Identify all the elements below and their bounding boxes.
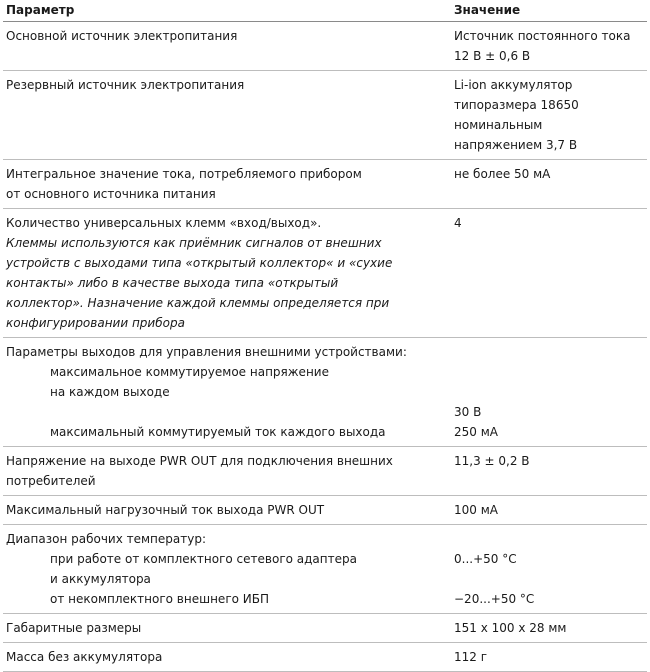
spacer — [454, 362, 647, 382]
value-line: Источник постоянного тока — [454, 29, 631, 43]
value-line: 12 В ± 0,6 В — [454, 49, 531, 63]
note-line: контакты» либо в качестве выхода типа «открытый — [6, 276, 339, 290]
table-row — [3, 22, 647, 71]
param-cell — [3, 338, 451, 447]
spacer — [454, 569, 647, 589]
header-row — [3, 0, 647, 22]
sub-param-line: и аккумулятора — [50, 572, 151, 586]
value-cell: 11,3 ± 0,2 В — [454, 454, 530, 468]
param-line: Количество универсальных клемм «вход/выход». — [6, 216, 322, 230]
table-row — [3, 447, 647, 496]
table-row — [3, 71, 647, 160]
spacer — [454, 529, 647, 549]
value-cell: не более 50 мА — [454, 167, 551, 181]
param-line: Диапазон рабочих температур: — [6, 532, 207, 546]
param-cell — [3, 447, 451, 496]
note-line: Клеммы используются как приёмник сигналов от внешних — [6, 236, 382, 250]
value-cell — [451, 22, 647, 71]
param-cell: Основной источник электропитания — [6, 29, 238, 43]
spacer — [6, 402, 451, 422]
note-line: устройств с выходами типа «открытый коллектор« и «сухие — [6, 256, 393, 270]
note-line: конфигурировании прибора — [6, 316, 185, 330]
param-cell: Резервный источник электропитания — [6, 78, 245, 92]
param-line: Интегральное значение тока, потребляемого прибором — [6, 167, 362, 181]
note-line: коллектор». Назначение каждой клеммы определяется при — [6, 296, 390, 310]
value-line: −20...+50 °С — [454, 592, 535, 606]
value-line: напряжением 3,7 В — [454, 138, 578, 152]
param-line: Напряжение на выходе PWR OUT для подключения внешних — [6, 454, 393, 468]
sub-param-line: на каждом выходе — [50, 385, 170, 399]
header-value: Значение — [451, 0, 647, 22]
value-cell: 4 — [454, 216, 462, 230]
value-line: типоразмера 18650 — [454, 98, 579, 112]
param-line: от основного источника питания — [6, 187, 216, 201]
value-cell — [451, 338, 647, 447]
param-line: Параметры выходов для управления внешними устройствами: — [6, 345, 407, 359]
spec-table — [3, 0, 647, 672]
table-row — [3, 160, 647, 209]
sub-param-line: при работе от комплектного сетевого адаптера — [50, 552, 357, 566]
value-cell: 100 мА — [454, 503, 498, 517]
param-cell — [3, 209, 451, 338]
param-cell: Масса без аккумулятора — [6, 650, 163, 664]
table-row — [3, 338, 647, 447]
table-row — [3, 614, 647, 643]
spacer — [454, 342, 647, 362]
value-line: 250 мА — [454, 425, 498, 439]
param-cell: Максимальный нагрузочный ток выхода PWR OUT — [6, 503, 325, 517]
value-cell — [451, 71, 647, 160]
value-line: номинальным — [454, 118, 543, 132]
sub-param-line: максимальный коммутируемый ток каждого выхода — [50, 425, 386, 439]
header-param: Параметр — [3, 0, 451, 22]
sub-param-line: максимальное коммутируемое напряжение — [50, 365, 329, 379]
spacer — [454, 382, 647, 402]
table-row — [3, 643, 647, 672]
param-line: потребителей — [6, 474, 96, 488]
value-cell: 112 г — [454, 650, 488, 664]
value-line: 0...+50 °С — [454, 552, 517, 566]
table-row — [3, 496, 647, 525]
param-cell: Габаритные размеры — [6, 621, 142, 635]
value-line: 30 В — [454, 405, 482, 419]
value-line: Li-ion аккумулятор — [454, 78, 573, 92]
sub-param-line: от некомплектного внешнего ИБП — [50, 592, 270, 606]
param-cell — [3, 525, 451, 614]
value-cell: 151 x 100 x 28 мм — [454, 621, 567, 635]
table-row — [3, 209, 647, 338]
table-row — [3, 525, 647, 614]
value-cell — [451, 525, 647, 614]
param-cell — [3, 160, 451, 209]
